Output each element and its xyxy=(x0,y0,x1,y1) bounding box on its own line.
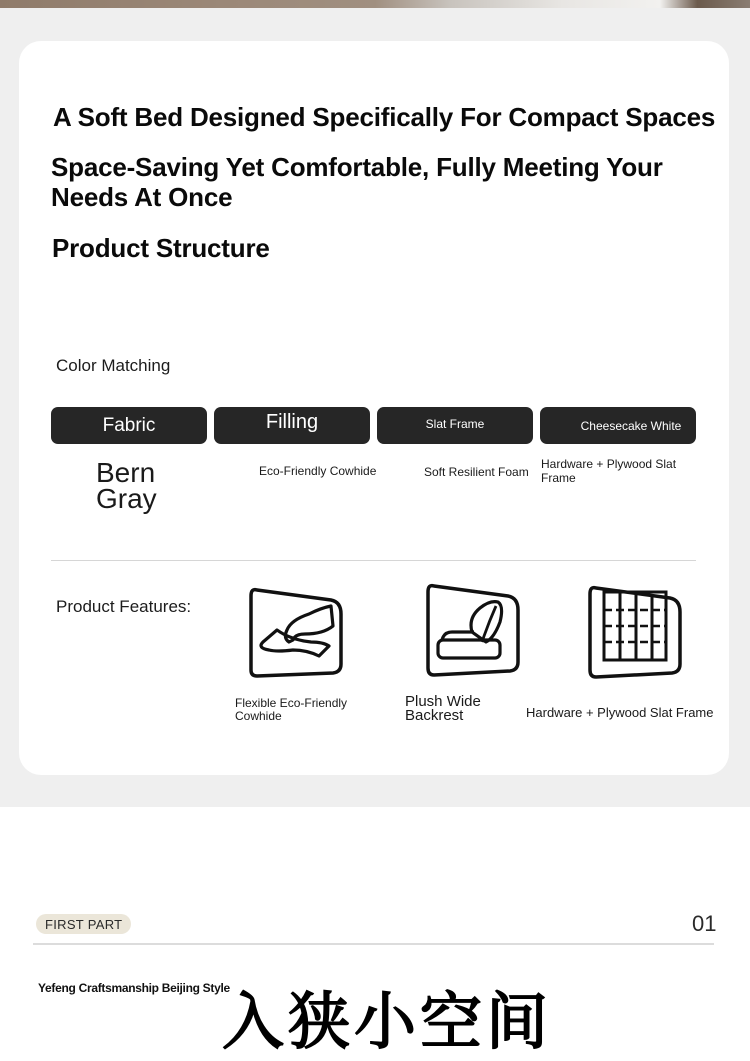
feature-label-slat-frame: Hardware + Plywood Slat Frame xyxy=(526,705,714,720)
section-divider xyxy=(33,943,714,945)
tab-label: Fabric xyxy=(102,414,156,436)
filling-value: Eco-Friendly Cowhide xyxy=(259,464,377,478)
subheadline: Space-Saving Yet Comfortable, Fully Meeting Your Needs At Once xyxy=(51,152,663,212)
hero-image-strip xyxy=(0,0,750,8)
product-features-label: Product Features: xyxy=(56,597,192,616)
headline: A Soft Bed Designed Specifically For Compact Spaces xyxy=(53,102,716,132)
tab-fabric[interactable] xyxy=(51,407,207,444)
slat-frame-value: Soft Resilient Foam xyxy=(424,465,529,479)
part-number: 01 xyxy=(692,911,717,936)
tab-cheesecake-white[interactable] xyxy=(540,407,696,444)
section-title: Product Structure xyxy=(52,233,270,263)
tab-filling[interactable] xyxy=(214,407,370,444)
tab-label: Slat Frame xyxy=(425,416,485,431)
hand-leather-icon xyxy=(247,584,345,678)
seat-backrest-icon xyxy=(424,582,522,676)
fabric-value: Bern Gray xyxy=(96,457,157,514)
color-matching-label: Color Matching xyxy=(56,356,171,375)
cheesecake-white-value: Hardware + Plywood Slat Frame xyxy=(541,457,677,485)
section-chinese-title: 入狭小空间 xyxy=(222,985,553,1058)
tab-label: Cheesecake White xyxy=(580,418,682,433)
feature-label-cowhide: Flexible Eco-Friendly Cowhide xyxy=(235,696,348,723)
divider xyxy=(51,560,696,561)
tab-label: Filling xyxy=(265,411,319,433)
slat-grid-icon xyxy=(586,584,684,678)
tab-slat-frame[interactable] xyxy=(377,407,533,444)
first-part-badge: FIRST PART xyxy=(36,914,131,934)
feature-label-backrest: Plush Wide Backrest xyxy=(405,693,481,724)
brand-line: Yefeng Craftsmanship Beijing Style xyxy=(38,981,230,995)
